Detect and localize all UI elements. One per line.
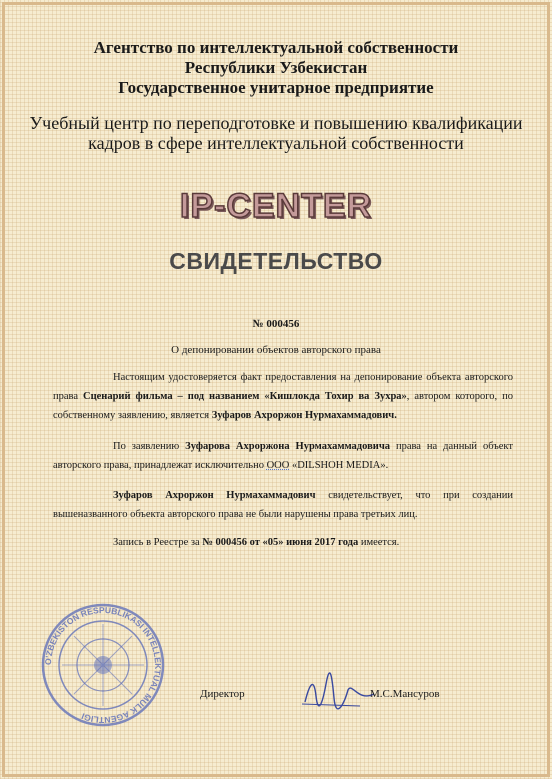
ip-center-logo: IP-CENTER [179, 187, 373, 225]
director-label: Директор [200, 688, 245, 700]
para2-text-3: «DILSHOH MEDIA». [289, 460, 389, 471]
para3-text-1: свидетельствует, что при создании вышеназванного объекта авторского права не были нарушены права третьих лиц. [53, 490, 513, 520]
deposit-subtitle: О депонировании объектов авторского права [171, 344, 381, 356]
para2-text-2: права на данный объект авторского права, принадлежат исключительно [53, 441, 513, 471]
para4-text-2: имеется. [358, 537, 400, 548]
para1-text-1: Настоящим удостоверяется факт предоставления на депонирование объекта авторского права [53, 372, 513, 402]
para1-bold-2: Зуфаров Ахроржон Нурмахаммадович. [211, 410, 397, 421]
para4-text-1: Запись в Реестре за [113, 537, 203, 548]
header-line-3: Государственное унитарное предприятие [118, 78, 434, 97]
seal-text: O'ZBEKISTON RESPUBLIKASI INTELLEKTUAL MULK AGENTLIGI [42, 604, 164, 726]
para1-bold-1: Сценарий фильма – под названием «Кишлокда Тохир ва Зухра» [82, 391, 407, 402]
header-line-2: Республики Узбекистан [184, 58, 368, 77]
official-seal [38, 600, 168, 730]
paragraph-3 [53, 486, 513, 524]
para2-underlined: ООО [266, 460, 290, 471]
director-name: М.С.Мансуров [370, 688, 440, 700]
header-line-1: Агентство по интеллектуальной собственности [93, 38, 459, 57]
para3-bold-1: Зуфаров Ахроржон Нурмахаммадович [113, 490, 316, 501]
subheader-line-1: Учебный центр по переподготовке и повышению квалификации [29, 113, 523, 133]
para2-bold-1: Зуфарова Ахроржона Нурмахаммадовича [185, 441, 390, 452]
certificate-number: № 000456 [252, 318, 300, 330]
paragraph-1 [53, 368, 513, 425]
para4-bold-1: № 000456 от «05» июня 2017 года [202, 537, 359, 548]
paragraph-2 [53, 437, 513, 475]
para1-text-2: , автором которого, по собственному заявлению, является [53, 391, 513, 421]
para2-text-1: По заявлению [113, 441, 186, 452]
document-title: СВИДЕТЕЛЬСТВО [169, 248, 383, 274]
paragraph-4 [53, 533, 513, 552]
subheader-line-2: кадров в сфере интеллектуальной собственности [88, 133, 464, 153]
director-signature [300, 672, 380, 712]
